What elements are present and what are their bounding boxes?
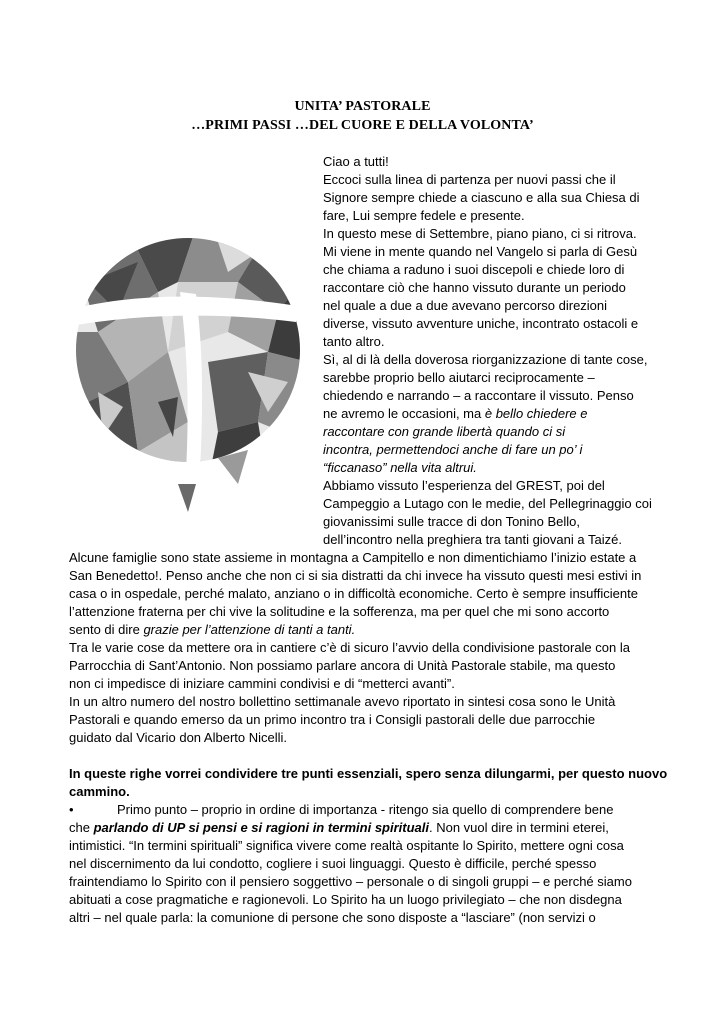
text-line: San Benedetto!. Penso anche che non ci si sia distratti da chi invece ha vissuto questi mesi estivi in <box>69 568 642 583</box>
text-segment: ne avremo le occasioni, ma <box>323 406 485 421</box>
text-line: Pastorali e quando emerso da un primo incontro tra i Consigli pastorali delle due parrocchie <box>69 712 596 727</box>
text-line: guidato dal Vicario don Alberto Nicelli. <box>69 730 288 745</box>
text-line <box>69 621 669 639</box>
text-line: Eccoci sulla linea di partenza per nuovi passi che il <box>323 172 616 187</box>
italic-line: raccontare con grande libertà quando ci si <box>323 424 566 439</box>
text-line: Abbiamo vissuto l’esperienza del GREST, poi del <box>323 478 605 493</box>
text-segment: che <box>69 820 94 835</box>
italic-line: “ficcanaso” nella vita altrui. <box>323 460 477 475</box>
text-line: Signore sempre chiede a ciascuno e alla sua Chiesa di <box>323 190 640 205</box>
text-segment: sento di dire <box>69 622 144 637</box>
text-line: che chiama a raduno i suoi discepoli e chiede loro di <box>323 262 625 277</box>
bold-intro-line: In queste righe vorrei condividere tre punti essenziali, spero senza dilungarmi, per questo nuovo <box>69 766 668 781</box>
italic-segment: grazie per l’attenzione di tanti a tanti. <box>143 622 356 637</box>
text-line: Parrocchia di Sant’Antonio. Non possiamo parlare ancora di Unità Pastorale stabile, ma questo <box>69 658 616 673</box>
text-line: In un altro numero del nostro bollettino settimanale avevo riportato in sintesi cosa sono le Unità <box>69 694 616 709</box>
pastoral-unity-logo-icon <box>68 222 308 512</box>
text-line: Tra le varie cose da mettere ora in cantiere c’è di sicuro l’avvio della condivisione pastorale con la <box>69 640 630 655</box>
text-line: tanto altro. <box>323 334 385 349</box>
bold-intro-line: cammino. <box>69 784 130 799</box>
text-line: abituati a cose pragmatiche e ragionevoli. Lo Spirito ha un luogo privilegiato – che non disdegna <box>69 892 622 907</box>
bullet-item <box>69 801 669 819</box>
text-line: giovanissimi sulle tracce di don Tonino Bello, <box>323 514 581 529</box>
text-line: dell’incontro nella preghiera tra tanti giovani a Taizé. <box>323 532 622 547</box>
text-line: Alcune famiglie sono state assieme in montagna a Campitello e non dimentichiamo l’inizio estate a <box>69 550 637 565</box>
text-line: diverse, vissuto avventure uniche, incontrato ostacoli e <box>323 316 639 331</box>
greeting: Ciao a tutti! <box>323 154 389 169</box>
text-line: Sì, al di là della doverosa riorganizzazione di tante cose, <box>323 352 648 367</box>
text-line <box>323 405 663 423</box>
italic-segment: è bello chiedere e <box>484 406 588 421</box>
text-line: raccontare ciò che hanno vissuto durante un periodo <box>323 280 626 295</box>
text-line: non ci impedisce di iniziare cammini condivisi e di “metterci avanti”. <box>69 676 455 691</box>
text-segment: . Non vuol dire in termini eterei, <box>429 820 609 835</box>
document-subtitle: …PRIMI PASSI …DEL CUORE E DELLA VOLONTA’ <box>191 118 534 133</box>
text-line: nel discernimento da lui condotto, cogliere i suoi linguaggi. Questo è difficile, perché spesso <box>69 856 597 871</box>
text-segment: Primo punto – proprio in ordine di importanza - ritengo sia quello di comprendere bene <box>117 802 614 817</box>
text-line: sarebbe proprio bello aiutarci reciprocamente – <box>323 370 595 385</box>
bullet-icon: • <box>69 802 74 817</box>
main-body <box>69 549 669 927</box>
text-line <box>69 819 669 837</box>
text-line: Mi viene in mente quando nel Vangelo si parla di Gesù <box>323 244 638 259</box>
text-line: Campeggio a Lutago con le medie, del Pellegrinaggio coi <box>323 496 652 511</box>
text-line: fraintendiamo lo Spirito con il pensiero soggettivo – personale o di singoli gruppi – e perché siamo <box>69 874 632 889</box>
italic-line: incontra, permettendoci anche di fare un po’ i <box>323 442 583 457</box>
text-line: intimistici. “In termini spirituali” significa vivere come realtà ospitante lo Spirito, mettere ogni cosa <box>69 838 624 853</box>
text-line: fare, Lui sempre fedele e presente. <box>323 208 525 223</box>
text-line: casa o in ospedale, perché malato, anziano o in difficoltà economiche. Certo è sempre insufficiente <box>69 586 638 601</box>
intro-column <box>323 153 663 549</box>
text-line: chiedendo e narrando – a raccontare il vissuto. Penso <box>323 388 634 403</box>
text-line: nel quale a due a due avevano percorso direzioni <box>323 298 608 313</box>
document-title: UNITA’ PASTORALE <box>294 99 431 114</box>
bold-italic-segment: parlando di UP si pensi e si ragioni in termini spirituali <box>93 820 429 835</box>
text-line: In questo mese di Settembre, piano piano, ci si ritrova. <box>323 226 637 241</box>
paragraph-gap <box>69 747 669 765</box>
text-line: altri – nel quale parla: la comunione di persone che sono disposte a “lasciare” (non servizi o <box>69 910 596 925</box>
text-line: l’attenzione fraterna per chi vive la solitudine e la sofferenza, ma per quel che mi sono accorto <box>69 604 610 619</box>
